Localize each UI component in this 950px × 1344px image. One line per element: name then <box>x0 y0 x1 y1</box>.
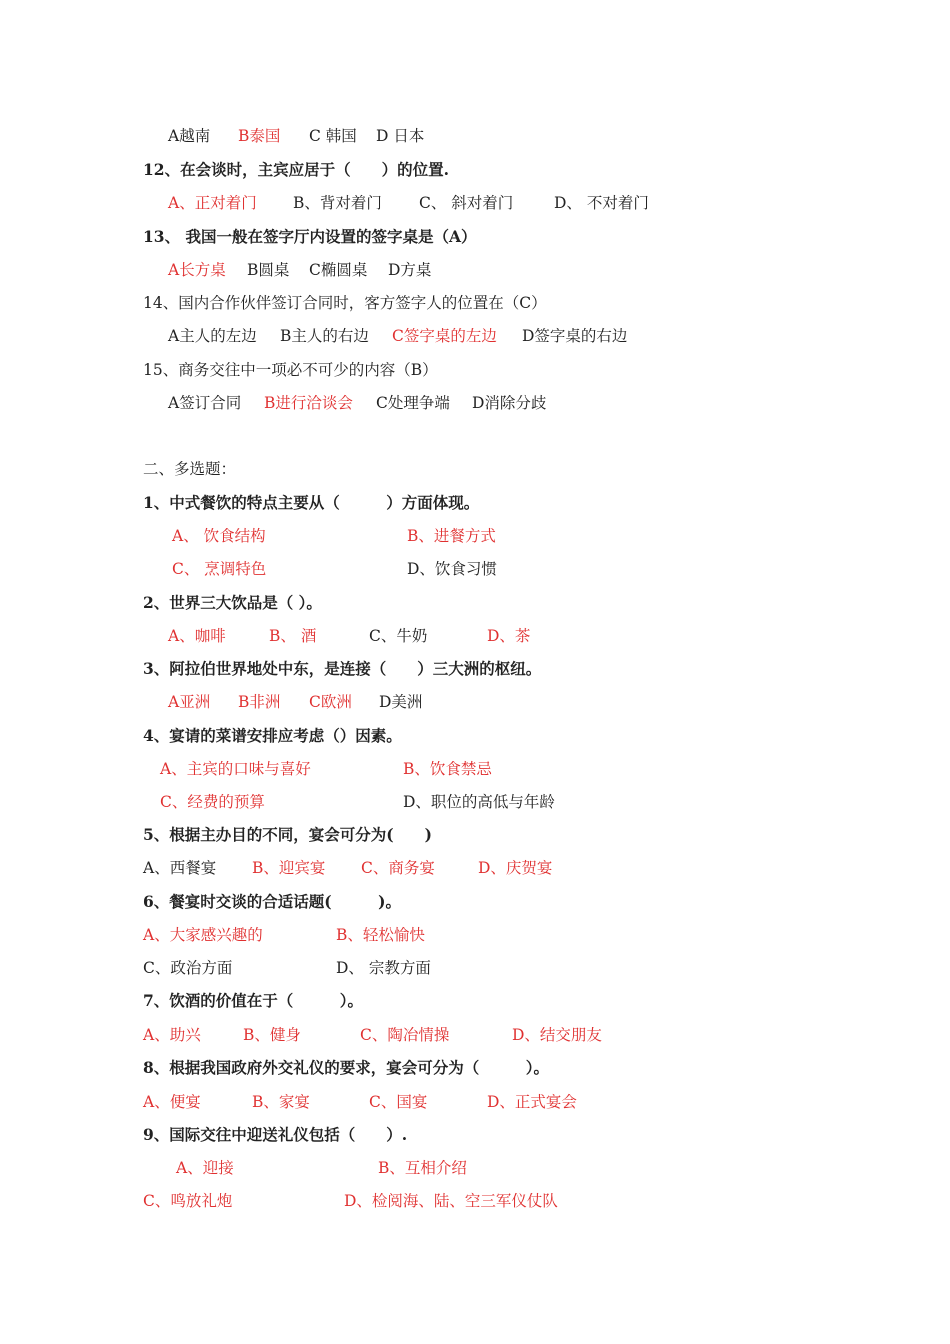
answer-option: C签字桌的左边 <box>392 327 497 345</box>
answer-option: B、进餐方式 <box>407 527 496 545</box>
answer-option: B主人的右边 <box>280 327 369 345</box>
answer-option: C、陶冶情操 <box>360 1026 450 1044</box>
answer-option: D方桌 <box>388 261 432 279</box>
answer-option: C椭圆桌 <box>309 261 368 279</box>
answer-option: B非洲 <box>238 693 281 711</box>
answer-option: C 韩国 <box>309 127 357 145</box>
answer-option: A、西餐宴 <box>143 859 217 877</box>
answer-option: D、饮食习惯 <box>407 560 497 578</box>
answer-option: A亚洲 <box>168 693 211 711</box>
answer-option: A、咖啡 <box>168 627 226 645</box>
answer-option: B、背对着门 <box>293 194 382 212</box>
answer-option: D签字桌的右边 <box>522 327 628 345</box>
answer-option: D、检阅海、陆、空三军仪仗队 <box>344 1192 558 1210</box>
answer-option: D、庆贺宴 <box>478 859 553 877</box>
answer-option: A、便宴 <box>143 1093 201 1111</box>
answer-option: B、互相介绍 <box>378 1159 467 1177</box>
answer-option: C、经费的预算 <box>160 793 265 811</box>
answer-option: B、饮食禁忌 <box>403 760 492 778</box>
answer-option: A、助兴 <box>143 1026 201 1044</box>
answer-option: A、 饮食结构 <box>172 527 266 545</box>
answer-option: A长方桌 <box>168 261 226 279</box>
answer-option: C、政治方面 <box>143 959 233 977</box>
answer-option: A越南 <box>168 127 211 145</box>
answer-option: D、 不对着门 <box>554 194 649 212</box>
answer-option: C、鸣放礼炮 <box>143 1192 233 1210</box>
answer-option: D、结交朋友 <box>512 1026 602 1044</box>
answer-option: D消除分歧 <box>472 394 547 412</box>
answer-option: B圆桌 <box>247 261 290 279</box>
answer-option: C、 烹调特色 <box>172 560 267 578</box>
answer-option: D、 宗教方面 <box>336 959 431 977</box>
answer-option: D、职位的高低与年龄 <box>403 793 555 811</box>
answer-option: C处理争端 <box>376 394 450 412</box>
answer-option: D、茶 <box>487 627 531 645</box>
answer-option: B、 酒 <box>269 627 317 645</box>
answer-option: D、正式宴会 <box>487 1093 577 1111</box>
answer-option: B进行洽谈会 <box>264 394 353 412</box>
answer-option: C、 斜对着门 <box>419 194 514 212</box>
answer-option: B、轻松愉快 <box>336 926 425 944</box>
answer-option: A签订合同 <box>168 394 242 412</box>
exam-page: A越南 B泰国 C 韩国 D 日本 12、在会谈时，主宾应居于（ ）的位置. A、正对着门 B、背对着门 C、 斜对着门 D、 不对着门 13、 我国一般在签字厅内设置的签字桌是（A） A长方桌 B圆桌 C椭圆桌 D方桌 14、国内合作伙伴签订合同时，客方签字人的位置在（C） A主人的左边 B主人的右边 C签字桌的左边 D签字桌的右边 15、商务交往中一项必不可少的内容（B） A签订合同 B进行洽谈会 C处理争端 D消除分歧 二、多选题： 1、中式餐饮的特点主要从（ ）方面体现。 A、 饮食结构 B、进餐方式 C、 烹调特色 D、饮食习惯 2、世界三大饮品是（ ）。 A、咖啡 B、 酒 C、牛奶 D、茶 3、阿拉伯世界地处中东，是连接（ ）三大洲的枢纽。 A亚洲 B非洲 C欧洲 D美洲 4、宴请的菜谱安排应考虑（）因素。 A、主宾的口味与喜好 B、饮食禁忌 C、经费的预算 D、职位的高低与年龄 5、根据主办目的不同，宴会可分为( ) A、西餐宴 B、迎宾宴 C、商务宴 D、庆贺宴 6、餐宴时交谈的合适话题( )。 A、大家感兴趣的 B、轻松愉快 C、政治方面 D、 宗教方面 7、饮酒的价值在于（ ）。 A、助兴 B、健身 C、陶冶情操 D、结交朋友 8、根据我国政府外交礼仪的要求，宴会可分为（ ）。 A、便宴 B、家宴 C、国宴 D、正式宴会 9、国际交往中迎送礼仪包括（ ）. A、迎接 B、互相介绍 C、鸣放礼炮 D、检阅海、陆、空三军仪仗队 <box>143 127 649 1210</box>
answer-option: B、家宴 <box>252 1093 310 1111</box>
answer-option: C、国宴 <box>369 1093 428 1111</box>
answer-option: B泰国 <box>238 127 281 145</box>
answer-option: A、迎接 <box>176 1159 234 1177</box>
answer-option: C、商务宴 <box>361 859 435 877</box>
answer-option: A主人的左边 <box>168 327 257 345</box>
answer-option: B、迎宾宴 <box>252 859 326 877</box>
answer-option: A、大家感兴趣的 <box>143 926 263 944</box>
answer-option: B、健身 <box>243 1026 301 1044</box>
answer-option: C欧洲 <box>309 693 352 711</box>
answer-option: C、牛奶 <box>369 627 428 645</box>
answer-option: A、主宾的口味与喜好 <box>160 760 311 778</box>
answer-option: D 日本 <box>376 127 425 145</box>
answer-option: D美洲 <box>379 693 423 711</box>
answer-option: A、正对着门 <box>168 194 257 212</box>
